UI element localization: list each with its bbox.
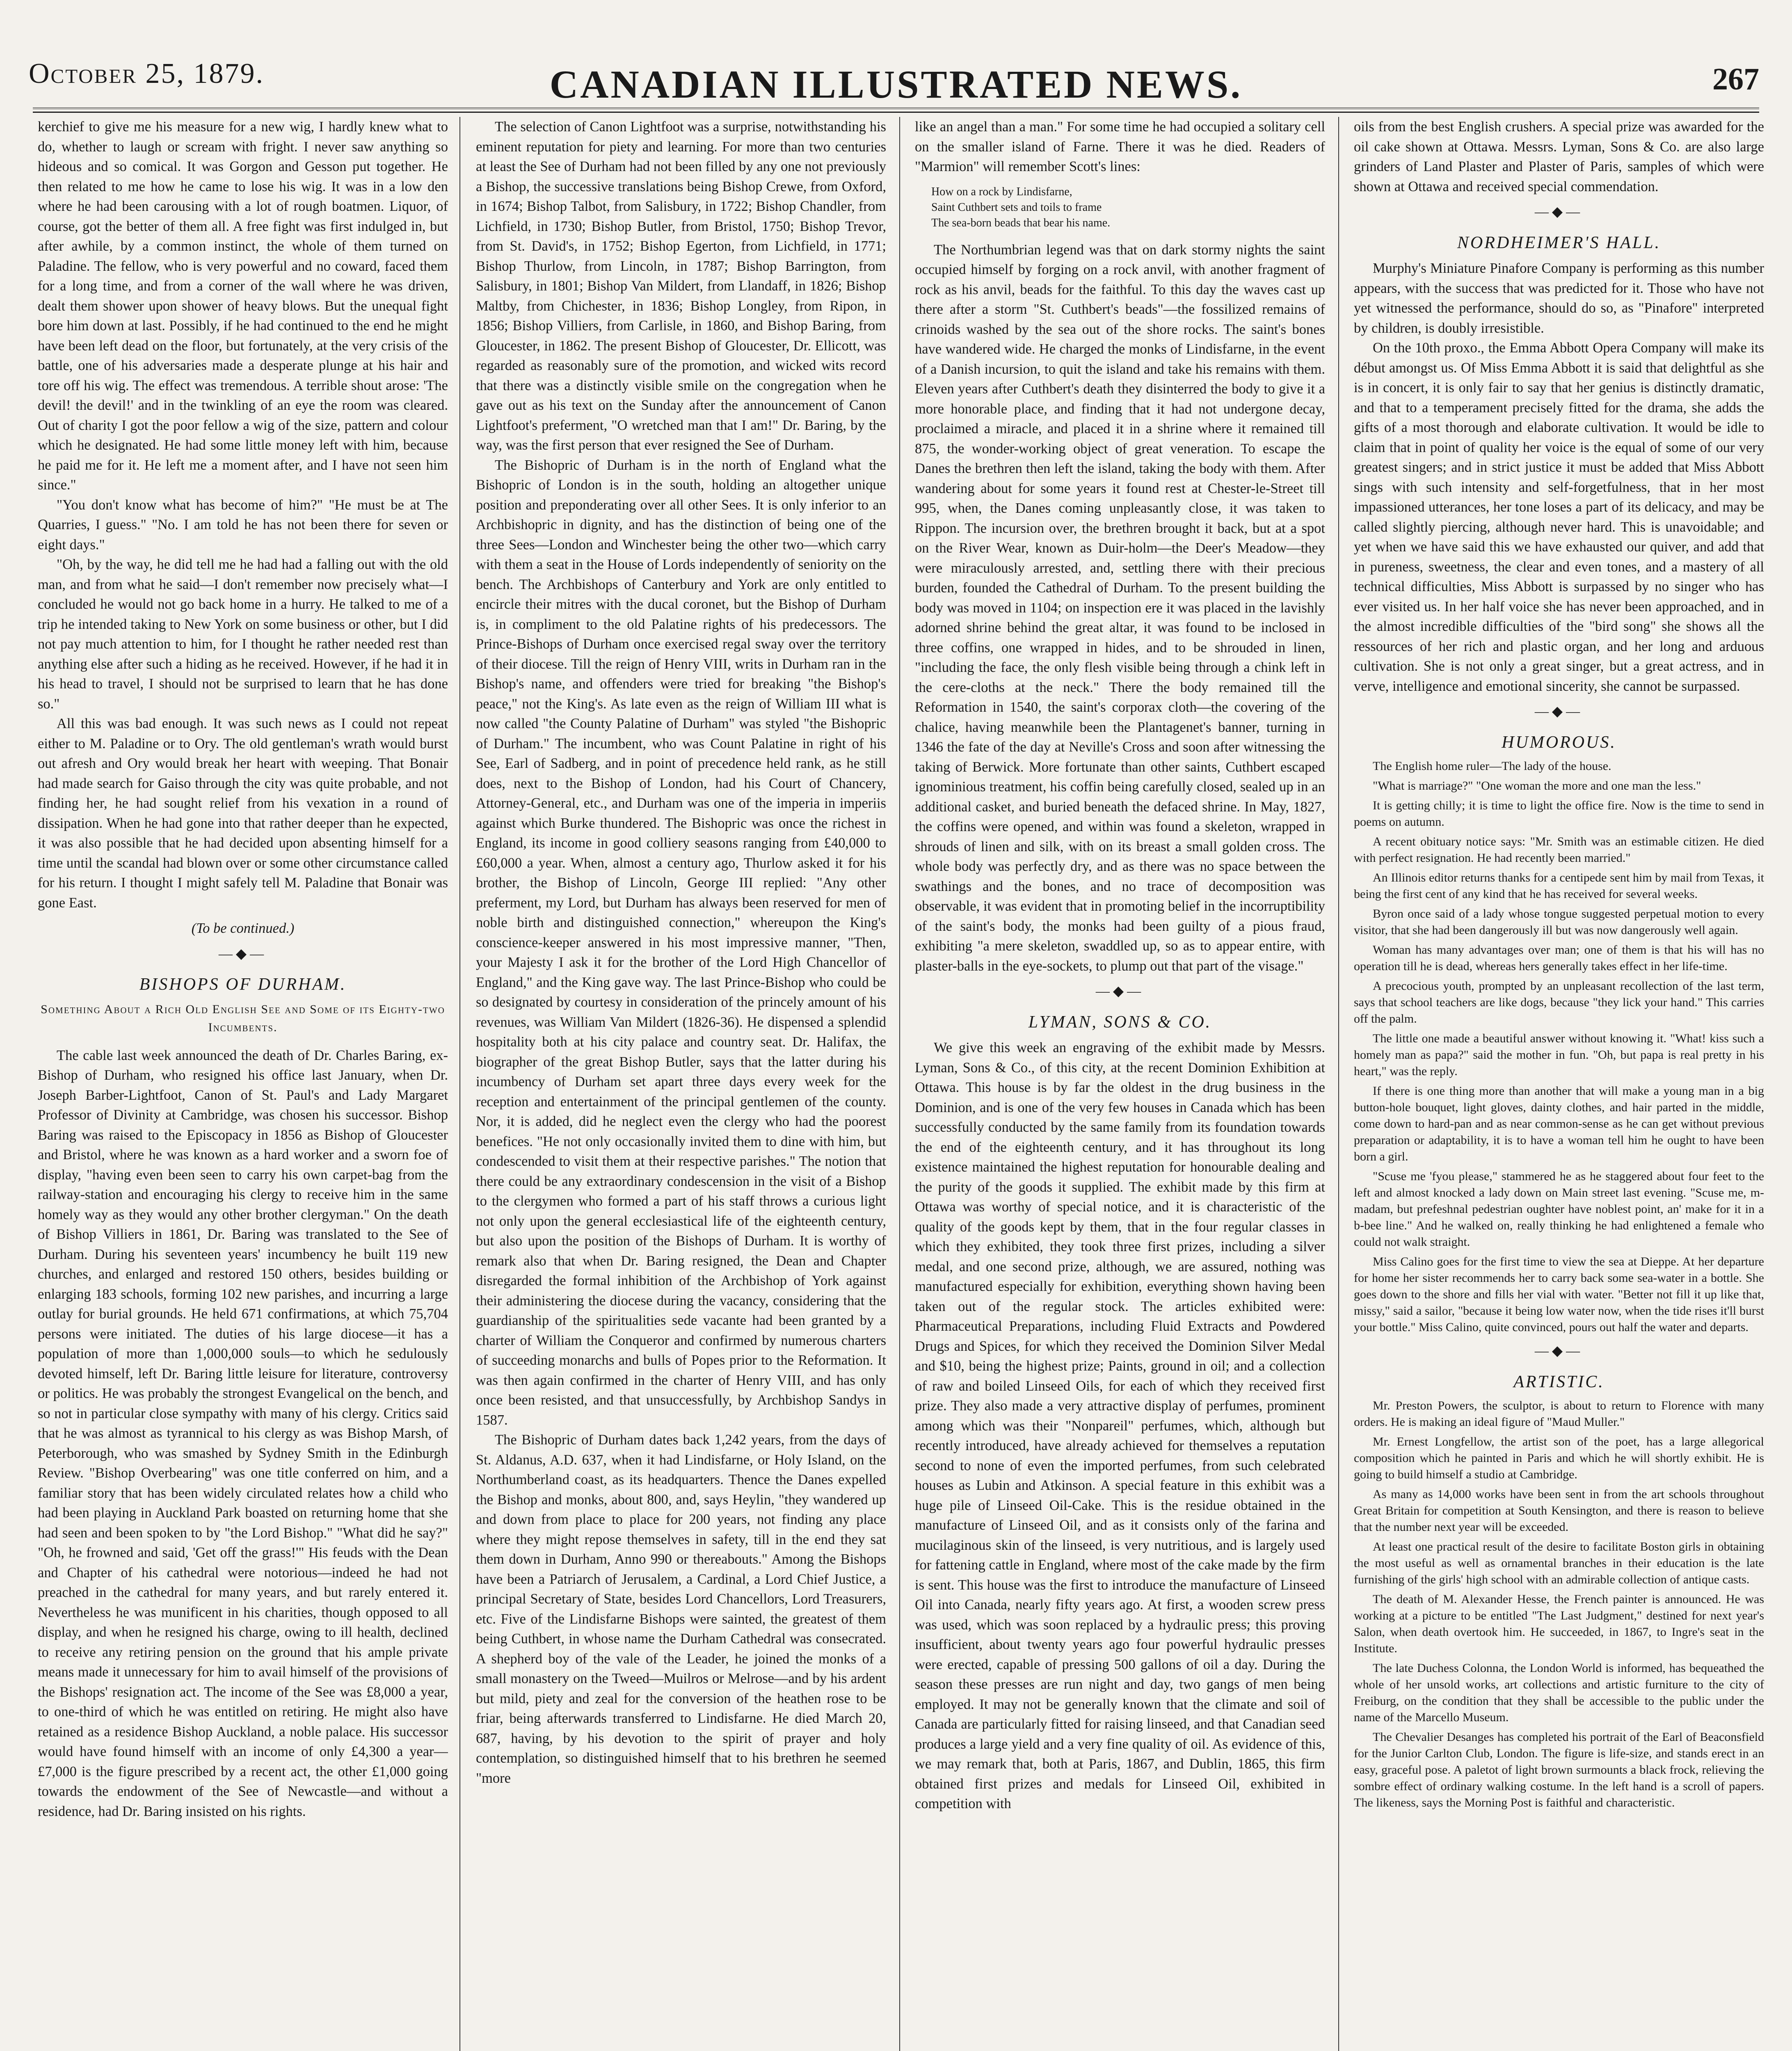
humor-item: A precocious youth, prompted by an unpleasant recollection of the last term, says that school teachers are like dogs, because "they lick your hand." This carries off the palm. (1354, 979, 1764, 1026)
section-heading: HUMOROUS. (1502, 733, 1616, 752)
article-paragraph: On the 10th proxo., the Emma Abbott Opera Company will make its début amongst us. Of Miss Emma Abbott it is said that delightful as she is in concert, it is only fair to say that her genius is distinctly dramatic, and that to a temperament precisely fitted for the drama, she adds the gifts of a most thorough and elaborate cultivation. It would be idle to claim that in point of quality her voice is the equal of some of our very greatest singers; and in strict justice it must be added that Miss Abbott sings with such intensity and self-forgetfulness, that in her most impassioned utterances, her tone loses a part of its delicacy, and may be called slightly piercing, although never hard. This is unavoidable; and yet when we have said this we have exhausted our quiver, and add that in pureness, sweetness, the clear and even tones, and a mastery of all technical difficulties, Miss Abbott is surpassed by no singer who has ever visited us. In her half voice she has never been approached, and in the almost incredible difficulties of the "bird song" she shows all the ressources of her rich and plastic organ, and her long and arduous cultivation. She is not only a great singer, but a great actress, and in verve, intelligence and emotional sincerity, she cannot be surpassed. (1354, 340, 1764, 694)
section-heading: BISHOPS OF DURHAM. (139, 975, 347, 994)
article-paragraph: The Bishopric of Durham dates back 1,242 years, from the days of St. Aldanus, A.D. 637, when it had Lindisfarne, or Holy Island, on the Northumberland coast, as its headquarters. Thence the Danes expelled the Bishop and monks, about 800, and, says Heylin, "they wandered up and down from place to place for 200 years, not finding any place where they might repose themselves in safety, till in the end they sat them down in Durham, Anno 990 or thereabouts." Among the Bishops have been a Patriarch of Jerusalem, a Cardinal, a Lord Chief Justice, a principal Secretary of State, besides Lord Chancellors, Lord Treasurers, etc. Five of the Lindisfarne Bishops were sainted, the greatest of them being Cuthbert, in whose name the Durham Cathedral was consecrated. A shepherd boy of the vale of the Leader, he joined the monks of a small monastery on the Tweed—Muilros or Melrose—and by his ardent but mild, piety and zeal for the conversion of the heathen rose to be friar, being afterwards transferred to Lindisfarne. He died March 20, 687, having, by his devotion to the spirit of prayer and holy contemplation, so distinguished himself that to his brethren he seemed "more (476, 1432, 886, 1786)
humor-item: A recent obituary notice says: "Mr. Smith was an estimable citizen. He died with perfect resignation. He had recently been married." (1354, 835, 1764, 865)
column-3 (915, 117, 1325, 2051)
column-1 (38, 117, 448, 2051)
humor-item: The English home ruler—The lady of the house. (1373, 759, 1611, 773)
humor-item: Miss Calino goes for the first time to view the sea at Dieppe. At her departure for home her sister recommends her to carry back some sea-water in a bottle. She goes down to the shore and fills her vial with water. "Better not fill it up like that, missy," said a sailor, "because it being low water now, when the tide rises it'll burst your bottle." Miss Calino, quite convinced, pours out half the water and departs. (1354, 1255, 1764, 1334)
ornament-divider: —◆— (218, 946, 267, 962)
article-paragraph: oils from the best English crushers. A special prize was awarded for the oil cake shown at Ottawa. Messrs. Lyman, Sons & Co. are also large grinders of Land Plaster and Plaster of Paris, samples of which were shown at Ottawa and received special commendation. (1354, 119, 1764, 194)
art-item: As many as 14,000 works have been sent in from the art schools throughout Great Britain for competition at South Kensington, and there is reason to believe that the number next year will be exceeded. (1354, 1487, 1764, 1534)
ornament-divider: —◆— (1534, 204, 1584, 219)
article-paragraph: The cable last week announced the death of Dr. Charles Baring, ex-Bishop of Durham, who resigned his office last January, when Dr. Joseph Barber-Lightfoot, Canon of St. Paul's and Lady Margaret Professor of Divinity at Cambridge, was chosen his successor. Bishop Baring was raised to the Episcopacy in 1856 as Bishop of Gloucester and Bristol, where he was known as a hard worker and a sworn foe of display, "having even been seen to carry his own carpet-bag from the railway-station and encouraging his clergy to receive him in the same homely way as they would any other brother clergyman." On the death of Bishop Villiers in 1861, Dr. Baring was translated to the See of Durham. During his seventeen years' incumbency he built 119 new churches, and enlarged and restored 150 others, besides building or enlarging 183 schools, forming 102 new parishes, and incurring a large outlay for burial grounds. He held 671 confirmations, at which 75,704 persons were initiated. The duties of his large diocese—it has a population of more than 1,000,000 souls—to which he sedulously devoted himself, left Dr. Baring little leisure for literature, controversy or politics. He was probably the strongest Evangelical on the bench, and so not in particular close sympathy with many of his clergy. Critics said that he was almost as tyrannical to his clergy as was Bishop Marsh, of Peterborough, who was smashed by Sydney Smith in the Edinburgh Review. "Bishop Overbearing" was one title conferred on him, and a familiar story that has been widely circulated relates how a child who had been playing in Auckland Park boasted on returning home that she had seen and been spoken to by "the Lord Bishop." "What did he say?" "Oh, he frowned and said, 'Get off the grass!'" His feuds with the Dean and Chapter of his cathedral were notorious—indeed he had not preached in the cathedral for many years, and but rarely entered it. Nevertheless he was munificent in his charities, though opposed to all display, and when he resigned his charge, owing to ill health, declined to receive any retiring pension on the ground that his ample private means made it unnecessary for him to avail himself of the provisions of the Bishops' resignation act. The income of the See was £8,000 a year, to one-third of which he was entitled on retiring. He might also have retained as a residence Bishop Auckland, a noble palace. His successor would have found himself with an income of only £4,300 a year—£7,000 is the figure prescribed by a recent act, the other £1,000 going towards the endowment of the See of Newcastle—and without a residence, had Dr. Baring insisted on his rights. (38, 1047, 448, 1819)
article-paragraph: The selection of Canon Lightfoot was a surprise, notwithstanding his eminent reputation for piety and learning. For more than two centuries at least the See of Durham had not been filled by any one not previously a Bishop, the successive translations being Bishop Crewe, from Oxford, in 1674; Bishop Talbot, from Salisbury, in 1722; Bishop Chandler, from Lichfield, in 1730; Bishop Butler, from Bristol, 1750; Bishop Trevor, from St. David's, in 1752; Bishop Egerton, from Lichfield, in 1771; Bishop Thurlow, from Lincoln, in 1787; Bishop Barrington, from Salisbury, in 1801; Bishop Van Mildert, from Llandaff, in 1826; Bishop Maltby, from Chichester, in 1836; Bishop Longley, from Ripon, in 1856; Bishop Villiers, from Carlisle, in 1860, and Bishop Baring, from Gloucester, in 1862. The present Bishop of Gloucester, Dr. Ellicott, was regarded as reasonably sure of the promotion, and wicked wits record that there was a distinctly visible smile on the congregation when he gave out as his text on the Sunday after the announcement of Canon Lightfoot's preferment, "O wretched man that I am!" Dr. Baring, by the way, was the first person that ever resigned the See of Durham. (476, 119, 886, 453)
art-item: The late Duchess Colonna, the London World is informed, has bequeathed the whole of her unsold works, art collections and artistic furniture to the city of Freiburg, on the condition that they shall be accessible to the public under the name of the Marcello Museum. (1354, 1661, 1764, 1724)
article-paragraph: The Northumbrian legend was that on dark stormy nights the saint occupied himself by forging on a rock anvil, with another fragment of rock as his anvil, beads for the faithful. To this day the waves cast up there after a storm "St. Cuthbert's beads"—the fossilized remains of crinoids washed by the sea out of the shore rocks. The saint's bones have wandered wide. He charged the monks of Lindisfarne, in the event of a Danish incursion, to quit the island and take his remains with them. Eleven years after Cuthbert's death they disinterred the body to give it a more honorable place, and finding that it had not undergone decay, proclaimed a miracle, and placed it in a shrine where it remained till 875, the wonder-working object of great veneration. To escape the Danes the brethren then left the island, taking the body with them. After wandering about for some years it found rest at Chester-le-Street till 995, when, the Danes coming unpleasantly close, it was taken to Rippon. The incursion over, the brethren brought it back, but at a spot on the River Wear, known as Duir-holm—the Deer's Meadow—they were miraculously arrested, and, settling there with their precious burden, founded the Cathedral of Durham. To the present building the body was moved in 1104; on inspection ere it was placed in the lavishly adorned shrine behind the great altar, it was found to be inclosed in three coffins, one wrapped in hides, and to be shrouded in linen, "including the face, the only flesh visible being through a chink left in the cere-cloths at the neck." There the body remained till the Reformation in 1540, the saint's corporax cloth—the covering of the chalice, having meanwhile been the Plantagenet's banner, turning in 1346 the fate of the day at Neville's Cross and soon after witnessing the taking of Berwick. More fortunate than other saints, Cuthbert escaped ignominious treatment, his coffin being carefully closed, sealed up in an additional casket, and buried beneath the defaced shrine. In May, 1827, the coffins were opened, and within was found a skeleton, wrapped in shrouds of linen and silk, with on its breast a small golden cross. The whole body was perfectly dry, and as there was no space between the swathings and the bones, and no trace of decomposition was observable, it was evident that in promoting belief in the incorruptibility of the saint's body, the monks had been guilty of a pious fraud, exhibiting "a mere skeleton, swaddled up, so as to appear entire, with plaster-balls in the eye-sockets, to plump out that part of the visage." (915, 242, 1325, 974)
masthead (25, 21, 1767, 107)
verse-line: Saint Cuthbert sets and toils to frame (931, 201, 1102, 214)
humorous-items (1354, 758, 1764, 1336)
humor-item: Byron once said of a lady whose tongue suggested perpetual motion to every visitor, that she had been dangerously ill but was now dangerously well again. (1354, 907, 1764, 937)
humor-item: The little one made a beautiful answer without knowing it. "What! kiss such a homely man as papa?" said the mother in fun. "Oh, but papa is real pretty in his heart," was the reply. (1354, 1032, 1764, 1078)
article-paragraph: "Oh, by the way, he did tell me he had had a falling out with the old man, and from what he said—I don't remember now precisely what—I concluded he would not go back home in a hurry. He talked to me of a trip he intended taking to New York on some business or other, but I did not pay much attention to him, for I thought he rather needed rest than anything else after such a hiding as he received. However, if he had it in his head to travel, I should not be surprised to learn that he has done so." (38, 557, 448, 712)
art-item: The Chevalier Desanges has completed his portrait of the Earl of Beaconsfield for the Junior Carlton Club, London. The figure is life-size, and stands erect in an easy, graceful pose. A paletot of light brown surmounts a black frock, relieving the sombre effect of ordinary walking costume. In the left hand is a scroll of papers. The likeness, says the Morning Post is faithful and characteristic. (1354, 1730, 1764, 1809)
verse-line: How on a rock by Lindisfarne, (931, 185, 1072, 198)
artistic-items (1354, 1398, 1764, 1811)
art-item: Mr. Ernest Longfellow, the artist son of the poet, has a large allegorical composition which he painted in Paris and which he will shortly exhibit. He is going to build himself a studio at Cambridge. (1354, 1435, 1764, 1481)
article-paragraph: All this was bad enough. It was such news as I could not repeat either to M. Paladine or to Ory. The old gentleman's wrath would burst out afresh and Ory would break her heart with weeping. That Bonair had made search for Gaiso through the city was quite probable, and not finding her, he had sought relief from his vexation in a round of dissipation. When he had gone into that rather deeper than he expected, it was also possible that he had decided upon absenting himself for a time until the scandal had blown over or some other circumstance called for his return. I thought I might safely tell M. Paladine that Bonair was gone East. (38, 716, 448, 911)
humor-item: An Illinois editor returns thanks for a centipede sent him by mail from Texas, it being the first cent of any kind that he has received for several weeks. (1354, 871, 1764, 901)
art-item: Mr. Preston Powers, the sculptor, is about to return to Florence with many orders. He is making an ideal figure of "Maud Muller." (1354, 1399, 1764, 1429)
art-item: The death of M. Alexander Hesse, the French painter is announced. He was working at a picture to be entitled "The Last Judgment," destined for next year's Salon, when death overtook him. He succeeded, in 1867, to Ingre's seat in the Institute. (1354, 1592, 1764, 1655)
section-heading: ARTISTIC. (1513, 1372, 1605, 1391)
column-4 (1354, 117, 1764, 2051)
humor-item: Woman has many advantages over man; one of them is that his will has no operation till he is dead, whereas hers generally takes effect in her life-time. (1354, 943, 1764, 973)
art-item: At least one practical result of the desire to facilitate Boston girls in obtaining the most useful as well as ornamental branches in their education is the late furnishing of the girls' high school with an admirable collection of antique casts. (1354, 1540, 1764, 1586)
humor-item: "Scuse me 'fyou please," stammered he as he staggered about four feet to the left and almost knocked a lady down on Main street last evening. "Scuse me, m-madam, but prefeshnal pedestrian oughter have noblest point, an' make for it in a b-bee line." And he walked on, really thinking he had enlightened a female who could not walk straight. (1354, 1169, 1764, 1249)
page-number: 267 (1712, 62, 1759, 96)
ornament-divider: —◆— (1095, 984, 1145, 999)
section-heading: LYMAN, SONS & CO. (1028, 1012, 1212, 1032)
column-divider (1338, 117, 1339, 2051)
column-2 (476, 117, 886, 2051)
article-paragraph: kerchief to give me his measure for a new wig, I hardly knew what to do, whether to laugh or scream with fright. I never saw anything so hideous and so comical. It was Gorgon and Gesson put together. He then related to me how he came to lose his wig. It was in a low den where he had been carousing with a lot of rough boatmen. Liquor, of course, got the better of them all. A free fight was first indulged in, but after awhile, by a common instinct, the whole of them turned on Paladine. The fellow, who is very powerful and no coward, faced them for a long time, and from a corner of the wall where he was driven, dealt them shower upon shower of heavy blows. But the unequal fight bore him down at last. Possibly, if he had continued to the end he might have been left dead on the floor, but fortunately, at the very crisis of the battle, one of his adversaries made a desperate plunge at his hair and tore off his wig. The effect was tremendous. A terrible shout arose: 'The devil! the devil!' and in the twinkling of an eye the room was cleared. Out of charity I got the poor fellow a wig of the size, pattern and colour which he designated. He had some little money left with him, because he paid me for it. He left me a moment after, and I have not seen him since." (38, 119, 448, 493)
section-subheading: Something About a Rich Old English See and Some of its Eighty-two Incumbents. (41, 1002, 445, 1034)
article-paragraph: Murphy's Miniature Pinafore Company is performing as this number appears, with the success that was predicted for it. Those who have not yet witnessed the performance, should do so, as "Pinafore" interpreted by children, is doubly irresistible. (1354, 260, 1764, 336)
issue-date: October 25, 1879. (29, 58, 264, 89)
article-paragraph: "You don't know what has become of him?" "He must be at The Quarries, I guess." "No. I am told he has not been there for seven or eight days." (38, 497, 448, 553)
article-paragraph: We give this week an engraving of the exhibit made by Messrs. Lyman, Sons & Co., of this city, at the recent Dominion Exhibition at Ottawa. This house is by far the oldest in the drug business in the Dominion, and is one of the very few houses in Canada which has been successfully conducted by the same family from its foundation towards the end of the eighteenth century, and it has throughout its long existence maintained the highest reputation for honourable dealing and the purity of the goods it supplied. The exhibit made by this firm at Ottawa was worthy of special notice, and it is characteristic of the quality of the goods kept by them, that in the four regular classes in which they exhibited, they took three first prizes, including a silver medal, and one second prize, although, we are assured, nothing was manufactured especially for exhibition, everything shown having been taken out of the regular stock. The articles exhibited were: Pharmaceutical Preparations, including Fluid Extracts and Powdered Drugs and Spices, for which they received the Dominion Silver Medal and $10, being the highest prize; Paints, ground in oil; and a collection of raw and boiled Linseed Oils, for each of which they received first prize. They also made a very attractive display of perfumes, prominent among which was their "Nonpareil" perfumes, which, although but recently introduced, have already achieved for themselves a reputation second to none of even the imported perfumes, from such celebrated houses as Lubin and Atkinson. A special feature in this exhibit was a huge pile of Linseed Oil-Cake. This is the residue obtained in the manufacture of Linseed Oil, and as it consists only of the farina and mucilaginous skin of the linseed, is very nutritious, and is largely used for fattening cattle in England, where most of the cake made by the firm is sent. This house was the first to introduce the manufacture of Linseed Oil into Canada, nearly fifty years ago. At first, a wooden screw press was used, which was soon replaced by a hydraulic press; this proving insufficient, about twenty years ago four powerful hydraulic presses were erected, capable of pressing 500 gallons of oil a day. During the season these presses are run night and day, two gangs of men being employed. It may not be generally known that the climate and soil of Canada are particularly fitted for raising linseed, and that Canadian seed produces a large yield and a very fine quality of oil. As evidence of this, we may remark that, both at Paris, 1867, and Dublin, 1865, this firm obtained first prizes and medals for Linseed Oil, exhibited in competition with (915, 1040, 1325, 1811)
newspaper-title: CANADIAN ILLUSTRATED NEWS. (549, 62, 1243, 106)
humor-item: "What is marriage?" "One woman the more and one man the less." (1373, 779, 1701, 793)
humor-item: It is getting chilly; it is time to light the office fire. Now is the time to send in poems on autumn. (1354, 799, 1764, 829)
column-divider (899, 117, 900, 2051)
column-divider (459, 117, 460, 2051)
article-paragraph: The Bishopric of Durham is in the north of England what the Bishopric of London is in the south, holding an altogether unique position and preponderating over all other Sees. It is only inferior to an Archbishopric in dignity, and has the distinction of being one of the three Sees—London and Winchester being the other two—which carry with them a seat in the House of Lords independently of seniority on the bench. The Archbishops of Canterbury and York are only entitled to encircle their mitres with the ducal coronet, but the Bishop of Durham is, in compliment to the old Palatine rights of his predecessors. The Prince-Bishops of Durham once exercised regal sway over the territory of their diocese. Till the reign of Henry VIII, writs in Durham ran in the Bishop's name, and offenders were tried for breaking "the Bishop's peace," not the King's. As late even as the reign of William III what is now called "the County Palatine of Durham" was styled "the Bishopric of Durham." The incumbent, who was Count Palatine in right of his See, Earl of Sadberg, and in point of precedence held rank, as he still does, next to the Bishop of London, had his Court of Chancery, Attorney-General, etc., and Durham was one of the imperia in imperiis against which Burke thundered. The Bishopric was once the richest in England, its income in good colliery seasons ranging from £40,000 to £60,000 a year. When, almost a century ago, Thurlow asked it for his brother, the Bishop of Lincoln, George III replied: "Any other preferment, my Lord, but Durham has always been reserved for men of noble birth and distinguished connection," whereupon the King's conscience-keeper answered in his most impressive manner, "Then, your Majesty I ask it for the brother of the Lord High Chancellor of England," and the King gave way. The last Prince-Bishop who could be so designated by courtesy in consideration of the princely amount of his revenues, was William Van Mildert (1826-36). He dispensed a splendid hospitality both at his city palace and country seat. Dr. Halifax, the biographer of the great Bishop Butler, says that the latter during his incumbency of Durham set apart three days every week for the reception and entertainment of the principal gentlemen of the county. Nor, it is added, did he neglect even the clergy who had the poorest benefices. "He not only occasionally invited them to dine with him, but condescended to visit them at their respective parishes." The notion that there could be any extraordinary condescension in the visit of a Bishop to the clergymen who formed a part of his staff throws a curious light not only upon the general ecclesiastical life of the eighteenth century, but also upon the position of the Bishops of Durham. It is worthy of remark also that when Dr. Baring resigned, the Dean and Chapter disregarded the formal inhibition of the Archbishop of York against their administering the diocese during the vacancy, considering that the guardianship of the spiritualities sede vacante had been granted by a charter of William the Conqueror and confirmed by numerous charters of succeeding monarchs and bulls of Popes prior to the Reformation. It was then again confirmed in the charter of Henry VIII, and has only once been resisted, and that unsuccessfully, by Archbishop Sandys in 1587. (476, 457, 886, 1428)
verse-quote (931, 184, 1325, 231)
continued-note: (To be continued.) (191, 920, 295, 936)
article-paragraph: like an angel than a man." For some time he had occupied a solitary cell on the smaller island of Farne. There it was he died. Readers of "Marmion" will remember Scott's lines: (915, 119, 1325, 174)
section-heading: NORDHEIMER'S HALL. (1457, 233, 1661, 252)
ornament-divider: —◆— (1534, 704, 1584, 719)
ornament-divider: —◆— (1534, 1343, 1584, 1359)
humor-item: If there is one thing more than another that will make a young man in a big button-hole bouquet, light gloves, dainty clothes, and hair parted in the middle, come down to hard-pan and as near common-sense as he can get without previous preparation or adaptability, it is to have a woman tell him he ought to have been born a girl. (1354, 1084, 1764, 1163)
masthead-rule (33, 107, 1759, 113)
verse-line: The sea-born beads that bear his name. (931, 216, 1111, 229)
